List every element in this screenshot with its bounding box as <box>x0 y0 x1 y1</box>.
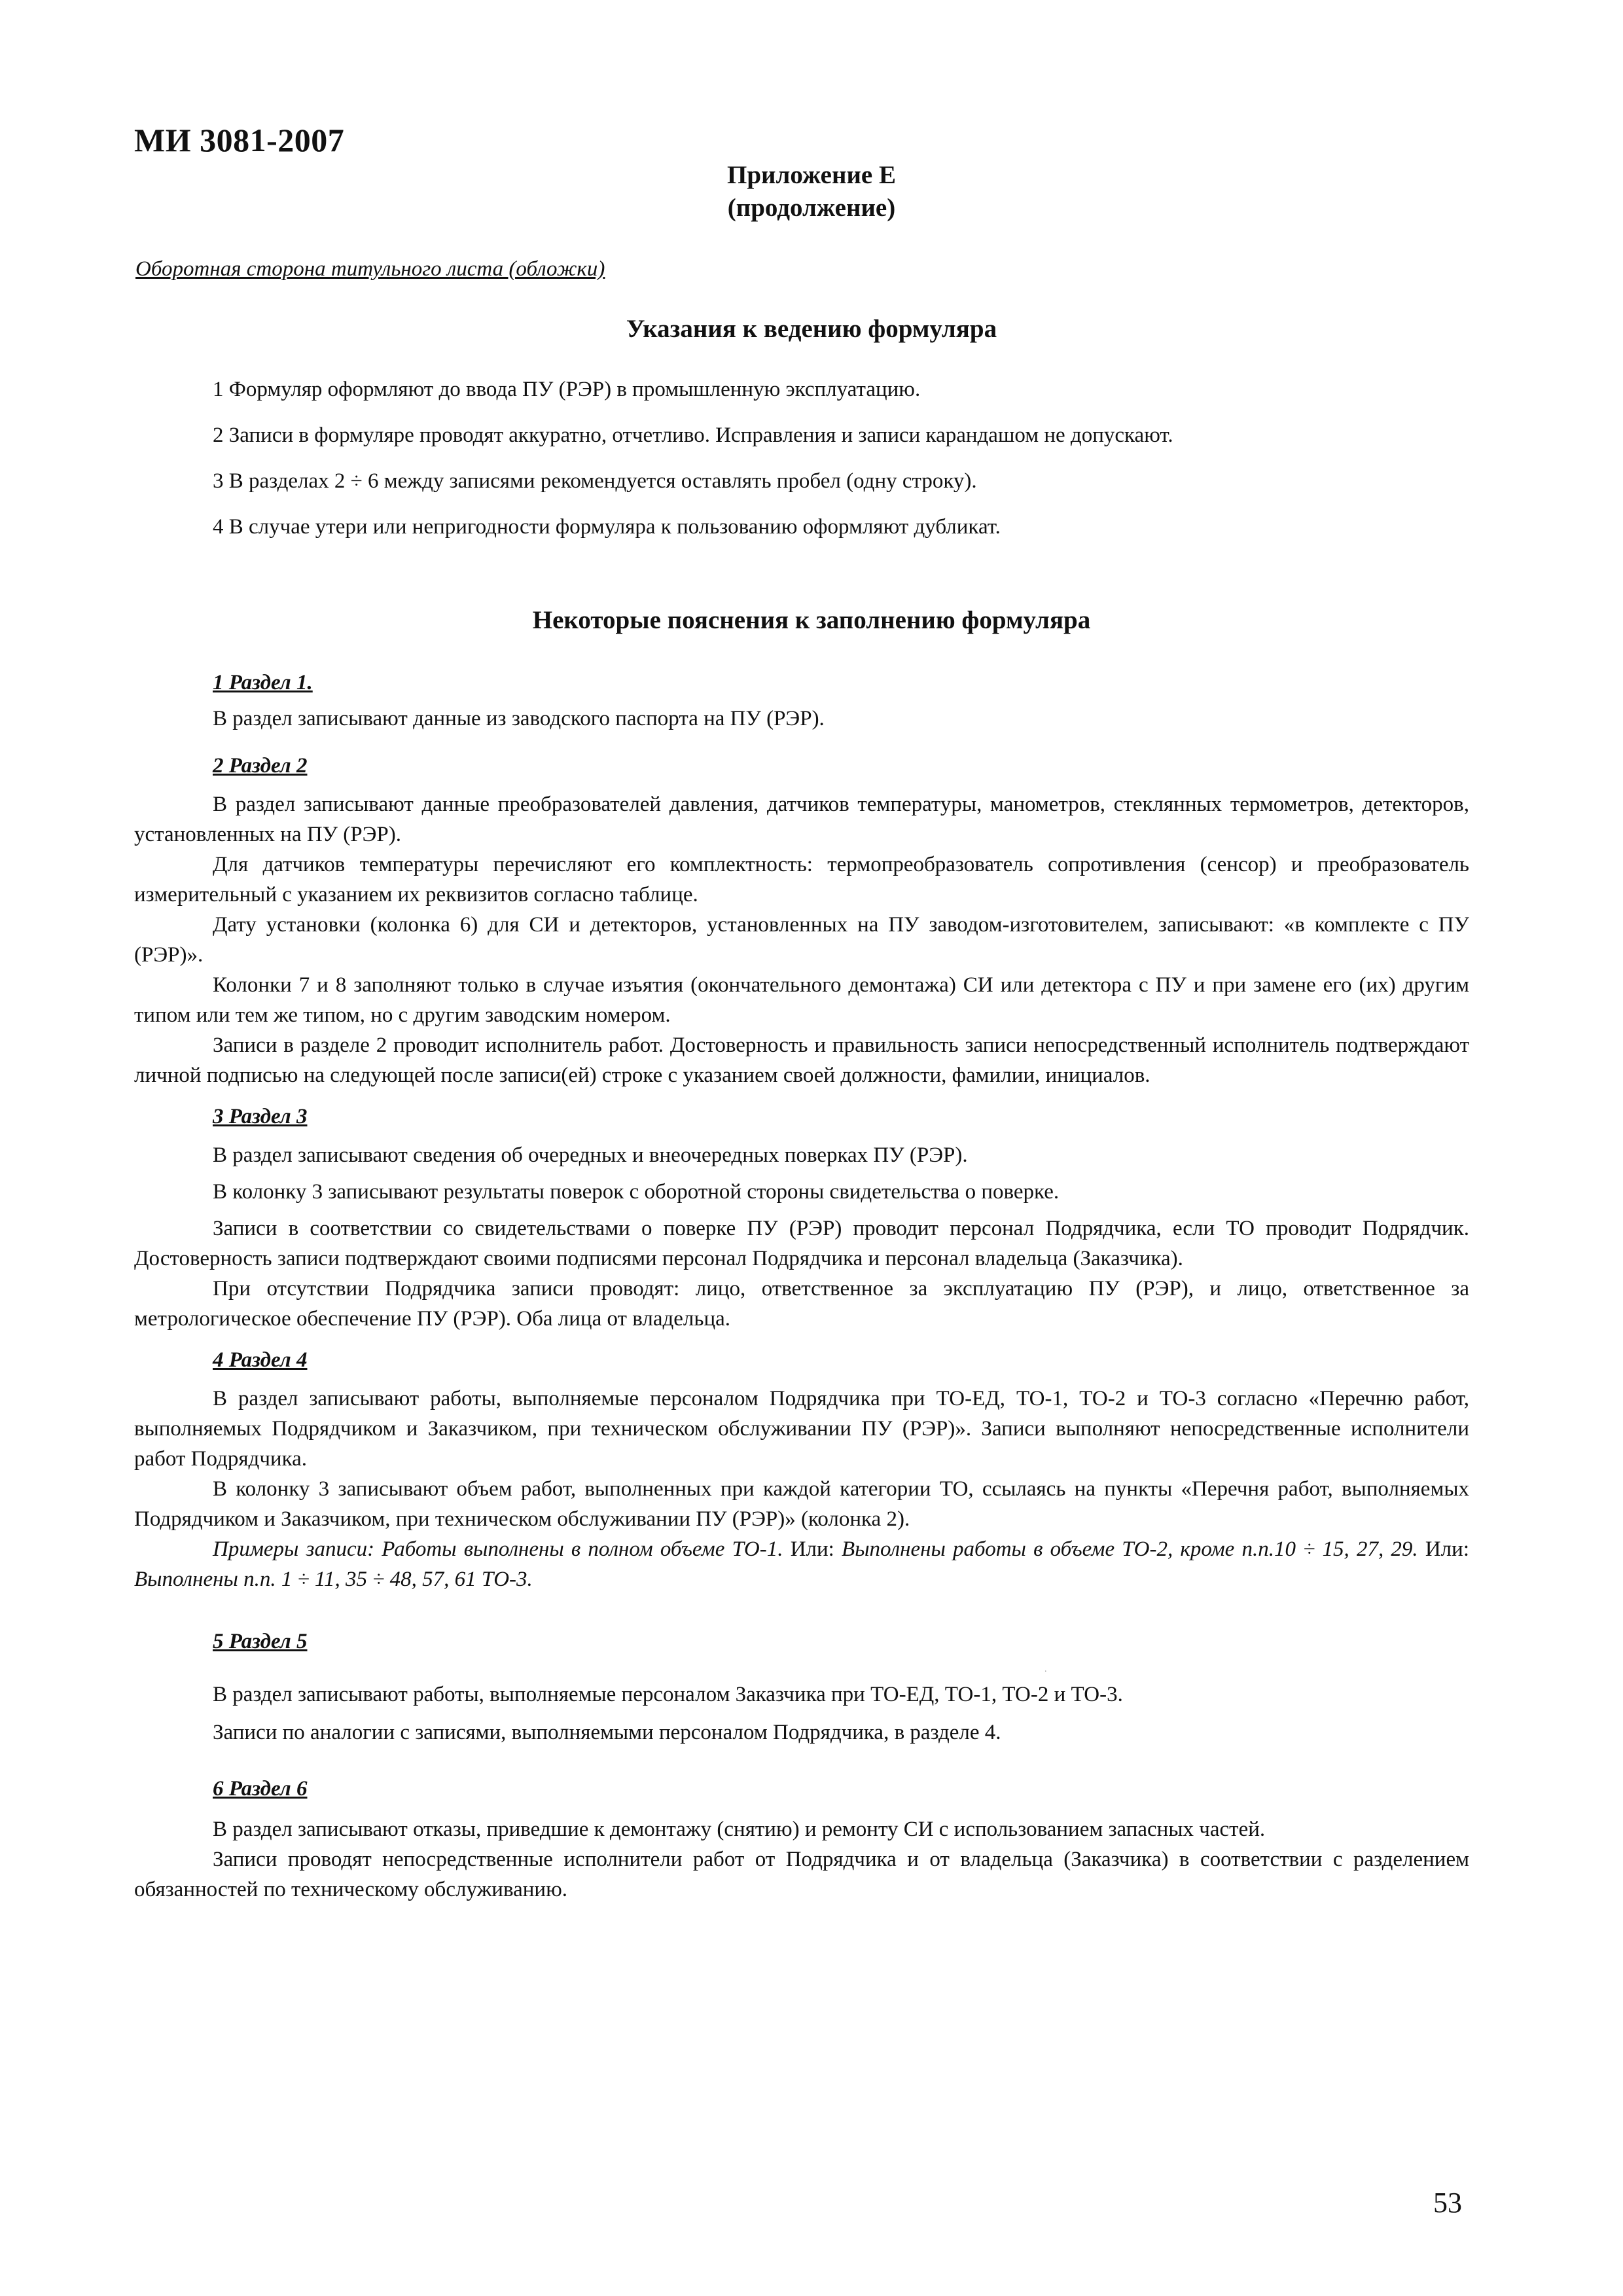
section-5-paragraph: В раздел записывают работы, выполняемые персоналом Заказчика при ТО-ЕД, ТО-1, ТО-2 и ТО-3. <box>213 1683 1123 1706</box>
section-3-paragraph: В колонку 3 записывают результаты поверок с оборотной стороны свидетельства о поверке. <box>213 1180 1060 1204</box>
section-2-paragraph: Дату установки (колонка 6) для СИ и детекторов, установленных на ПУ заводом-изготовителем, записывают: «в комплекте с ПУ (РЭР)». <box>134 913 1469 967</box>
section-3-paragraph: При отсутствии Подрядчика записи проводят: лицо, ответственное за эксплуатацию ПУ (РЭР), и лицо, ответственное за метрологическое обеспечение ПУ (РЭР). Оба лица от владельца. <box>134 1277 1469 1331</box>
instruction-item: 3 В разделах 2 ÷ 6 между записями рекомендуется оставлять пробел (одну строку). <box>213 469 977 493</box>
section-4-example <box>134 1534 1469 1594</box>
section-6-paragraph: В раздел записывают отказы, приведшие к демонтажу (снятию) и ремонту СИ с использованием запасных частей. <box>213 1818 1266 1841</box>
section-2-paragraph: В раздел записывают данные преобразователей давления, датчиков температуры, манометров, стеклянных термометров, детекторов, установленных на ПУ (РЭР). <box>134 793 1469 846</box>
section-3-paragraph: Записи в соответствии со свидетельствами о поверке ПУ (РЭР) проводит персонал Подрядчика, если ТО проводит Подрядчик. Достоверность записи подтверждают своими подписями персонал Подрядчика и персонал владельца (Заказчика). <box>134 1217 1469 1270</box>
example-text: Выполнены п.п. 1 ÷ 11, 35 ÷ 48, 57, 61 ТО-3. <box>134 1568 533 1591</box>
example-or: Или: <box>1418 1537 1469 1561</box>
section-2-title: 2 Раздел 2 <box>213 754 308 778</box>
section-5-paragraph: Записи по аналогии с записями, выполняемыми персоналом Подрядчика, в разделе 4. <box>213 1721 1001 1744</box>
section-1-title: 1 Раздел 1. <box>213 671 313 694</box>
notes-heading: Некоторые пояснения к заполнению формуляра <box>532 606 1091 634</box>
section-1-text: В раздел записывают данные из заводского паспорта на ПУ (РЭР). <box>213 707 825 730</box>
section-6-title: 6 Раздел 6 <box>213 1777 308 1801</box>
scan-speck: . <box>1044 1664 1047 1674</box>
section-4-paragraph: В колонку 3 записывают объем работ, выполненных при каждой категории ТО, ссылаясь на пункты «Перечня работ, выполняемых Подрядчиком и Заказчиком, при техническом обслуживании ПУ (РЭР)» (колонка 2). <box>134 1477 1469 1531</box>
section-4-paragraph: В раздел записывают работы, выполняемые персоналом Подрядчика при ТО-ЕД, ТО-1, ТО-2 и ТО-3 согласно «Перечню работ, выполняемых Подрядчиком и Заказчиком, при техническом обслуживании ПУ (РЭР)». Записи выполняют непосредственные исполнители работ Подрядчика. <box>134 1387 1469 1471</box>
instructions-heading: Указания к ведению формуляра <box>626 315 997 343</box>
appendix-title: Приложение Е <box>727 161 896 189</box>
section-4-title: 4 Раздел 4 <box>213 1348 308 1372</box>
example-text: Выполнены работы в объеме ТО-2, кроме п.п.10 ÷ 15, 27, 29. <box>842 1537 1418 1561</box>
document-code: МИ 3081-2007 <box>134 122 345 158</box>
instruction-item: 2 Записи в формуляре проводят аккуратно, отчетливо. Исправления и записи карандашом не допускают. <box>213 423 1173 447</box>
section-2-paragraph: Для датчиков температуры перечисляют его комплектность: термопреобразователь сопротивления (сенсор) и преобразователь измерительный с указанием их реквизитов согласно таблице. <box>134 853 1469 906</box>
section-3-paragraph: В раздел записывают сведения об очередных и внеочередных поверках ПУ (РЭР). <box>213 1143 968 1167</box>
section-6-paragraph: Записи проводят непосредственные исполнители работ от Подрядчика и от владельца (Заказчика) в соответствии с разделением обязанностей по техническому обслуживанию. <box>134 1848 1469 1901</box>
appendix-subtitle: (продолжение) <box>727 194 896 222</box>
example-text: Примеры записи: Работы выполнены в полном объеме ТО-1. <box>213 1537 783 1561</box>
section-3-title: 3 Раздел 3 <box>213 1105 308 1128</box>
example-or: Или: <box>790 1537 842 1561</box>
instruction-item: 4 В случае утери или непригодности формуляра к пользованию оформляют дубликат. <box>213 515 1001 539</box>
page-number: 53 <box>1433 2187 1462 2219</box>
page-subtitle: Оборотная сторона титульного листа (обложки) <box>135 257 605 281</box>
section-2-paragraph: Колонки 7 и 8 заполняют только в случае изъятия (окончательного демонтажа) СИ или детектора с ПУ и при замене его (их) другим типом или тем же типом, но с другим заводским номером. <box>134 973 1469 1027</box>
section-2-paragraph: Записи в разделе 2 проводит исполнитель работ. Достоверность и правильность записи непосредственный исполнитель подтверждают личной подписью на следующей после записи(ей) строке с указанием своей должности, фамилии, инициалов. <box>134 1033 1469 1087</box>
instruction-item: 1 Формуляр оформляют до ввода ПУ (РЭР) в промышленную эксплуатацию. <box>213 378 921 401</box>
section-5-title: 5 Раздел 5 <box>213 1630 308 1653</box>
